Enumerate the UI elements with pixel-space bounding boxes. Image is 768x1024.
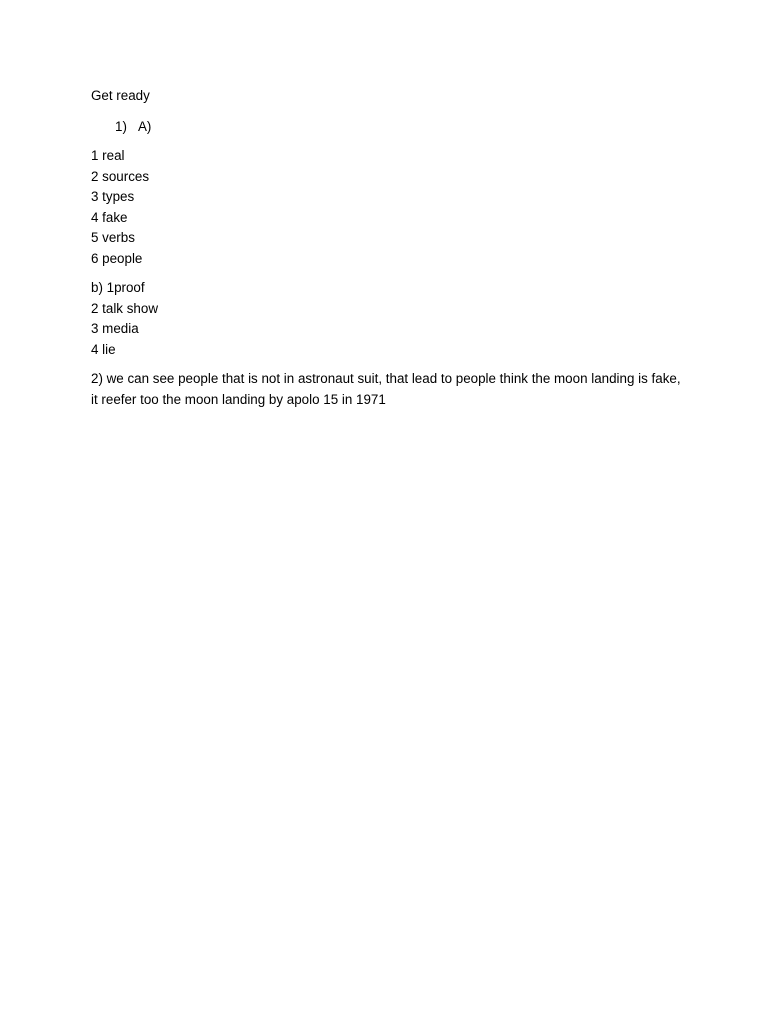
- numbered-item-label: A): [138, 118, 152, 134]
- list-item: 2 sources: [91, 168, 150, 184]
- answer-paragraph: 2) we can see people that is not in astronaut suit, that lead to people think the moon landing is fake, it reefer too the moon landing by apolo 15 in 1971: [91, 371, 681, 407]
- list-item: 4 fake: [91, 209, 128, 225]
- document-heading: Get ready: [91, 88, 150, 103]
- numbered-item-number: 1): [115, 118, 127, 134]
- document-body: [91, 86, 691, 410]
- list-item: 4 lie: [91, 341, 116, 357]
- list-item: 3 media: [91, 321, 139, 336]
- list-item: 3 types: [91, 189, 135, 204]
- list-item: 1 real: [91, 148, 125, 163]
- list-item: 2 talk show: [91, 300, 158, 316]
- list-item: 6 people: [91, 250, 143, 266]
- list-item: 5 verbs: [91, 230, 135, 245]
- answer-list-b: [91, 278, 691, 360]
- numbered-item: [91, 117, 691, 138]
- answer-list-a: [91, 146, 691, 269]
- list-item: b) 1proof: [91, 280, 145, 295]
